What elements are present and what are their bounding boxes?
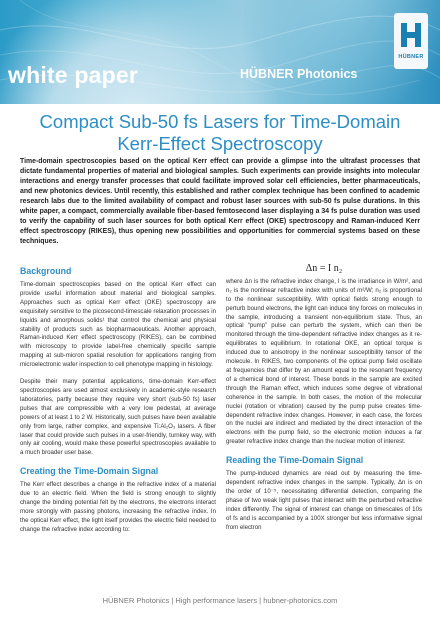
logo-h-icon: [400, 23, 422, 47]
header-banner: [0, 0, 440, 104]
page-title: Compact Sub-50 fs Lasers for Time-Domain Kerr-Effect Spectroscopy: [39, 111, 401, 154]
paragraph: where Δn is the refractive index change, I is the irradiance in W/m², and n₂ is the nonlinear refractive index with units of m²/W; n₂ is proportional to the nonlinear susceptibility. With optical fields strong enough to perturb bound electrons, the light can induce tiny forces on molecules in the sample, introducing a transient non-equilibrium state. Thus, an optical “pump” pulse can perturb the system, which can then be monitored through the time-dependent refractive index changes as it re-equilibrates to equilibrium. In rotational OKE, an optical torque is induced due to anisotropy in the nonlinear susceptibility tensor of the molecule. In RIKES, two components of the optical pump field oscillate at frequencies that differ by an amount equal to the resonant frequency of a chemical bond of interest. These bonds in the sample are excited through the Raman effect, which induces some degree of vibrational coherence in the sample. In both cases, the motion of the molecular nuclei (rotation or vibration) caused by the pump pulse creates time-dependent refractive index changes. However, in each case, the forces on the nuclei are indirect and mediated by the direct interaction of the electrons with the pump field, so the electronic motion induces a far greater refractive index change than the nuclear motion of interest.: [226, 277, 422, 446]
right-column: [226, 263, 422, 540]
brand-name: HÜBNER Photonics: [240, 67, 358, 81]
white-paper-label: white paper: [8, 62, 139, 88]
abstract: Time-domain spectroscopies based on the optical Kerr effect can provide a glimpse into the ultrafast processes that dictate fundamental properties of material and biological samples. Such experiments can provide insights into molecular interactions and energy transfer processes that could facilitate improved solar cell efficiencies, better pharmaceuticals, and new photonics devices. Until recently, this established and rather complex technique has been confined to academic research labs due to the limited availability of compact and robust laser sources with sub-50 fs pulse durations. In this white paper, a compact, commercially available fiber-based femtosecond laser displaying a 34 fs pulse duration was used to verify the capability of such laser sources for both optical Kerr effect (OKE) spectroscopy and Raman-induced Kerr effect spectroscopy (RIKES), thus opening new possibilities and opportunities for commercial systems based on these techniques.: [20, 158, 420, 245]
left-column: [20, 266, 216, 543]
paragraph: The Kerr effect describes a change in the refractive index of a material due to an electric field. When the field is strong enough to slightly change the binding potential felt by the electrons, the electrons interact more strongly with passing photons, increasing the refractive index. In the optical Kerr effect, the light itself provides the electric field needed to change the refractive index according to:: [20, 481, 216, 533]
section-heading-reading-signal: Reading the Time-Domain Signal: [226, 455, 364, 466]
kerr-formula: Δn = I n₂: [305, 263, 343, 274]
page-footer: HÜBNER Photonics | High performance lasers | hubner-photonics.com: [102, 596, 338, 605]
section-heading-background: Background: [20, 266, 72, 276]
paragraph: The pump-induced dynamics are read out by measuring the time-dependent refractive index changes in the sample. Typically, Δn is on the order of 10⁻⁵, necessitating differential detection, comparing the phase of two weak light pulses that interact with the perturbed refractive index differently. The signal of interest can change on timescales of 10s of fs and is accompanied by a 100X stronger but less informative signal from electron: [226, 470, 422, 531]
paragraph: Despite their many potential applications, time-domain Kerr-effect spectroscopies are used almost exclusively in academic-style research laboratories, partly because they require very short (sub-50 fs) laser pulses that are compressible with a very low pedestal, at average powers of at least 1 to 2 W. Historically, such pulses have been available only from large, rather complex, and expensive Ti:Al₂O₃ lasers. A fiber laser that could provide such pulses in a user-friendly, turnkey way, with only air cooling, would make these powerful spectroscopies available to a much broader user base.: [20, 378, 216, 457]
paragraph: Time-domain spectroscopies based on the optical Kerr effect can provide useful information about material and biological samples. Approaches such as optical Kerr effect (OKE) spectroscopy are exquisitely sensitive to the picosecond-timescale relaxation processes in liquids and amorphous solids¹ that control the chemical and physical stability of products such as biopharmaceuticals. Another approach, Raman-induced Kerr effect spectroscopy (RIKES), can be combined with microscopy to provide label-free chemically specific sample mapping at sub-micron spatial resolution for applications ranging from microelectronic wafer inspection to cell phenotype mapping in histology.: [20, 281, 216, 369]
logo-text: HÜBNER: [398, 54, 424, 60]
company-logo: [394, 13, 428, 69]
section-heading-creating-signal: Creating the Time-Domain Signal: [20, 466, 159, 477]
